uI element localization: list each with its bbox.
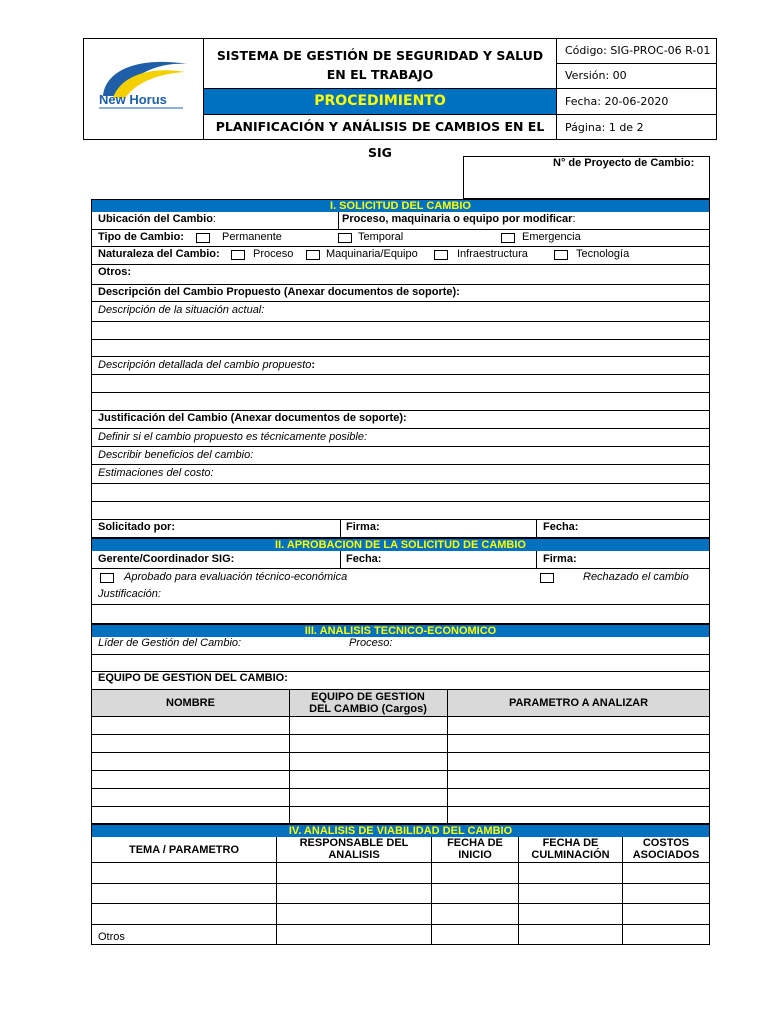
col-responsable: RESPONSABLE DEL ANALISIS [299, 837, 409, 861]
fecha-label: Fecha: [543, 521, 579, 533]
option-temporal: Temporal [358, 231, 404, 243]
descripcion-header: Descripción del Cambio Propuesto (Anexar documentos de soporte): [98, 286, 460, 298]
company-logo [95, 52, 195, 122]
col-nombre: NOMBRE [166, 697, 215, 709]
checkbox-temporal[interactable] [338, 233, 352, 243]
aprobacion-fecha-label: Fecha: [346, 553, 382, 565]
doc-date: Fecha: 20-06-2020 [565, 94, 669, 108]
checkbox-infraestructura[interactable] [434, 250, 448, 260]
option-proceso: Proceso [253, 248, 294, 260]
col-tema: TEMA / PARAMETRO [129, 844, 239, 856]
proceso-maquinaria-label: Proceso, maquinaria o equipo por modificar: [342, 213, 576, 225]
gerente-label: Gerente/Coordinador SIG: [98, 553, 235, 565]
checkbox-proceso[interactable] [231, 250, 245, 260]
doc-code: Código: SIG-PROC-06 R-01 [565, 44, 711, 57]
option-tecnologia: Tecnología [576, 248, 630, 260]
proceso-label: Proceso: [349, 637, 393, 649]
solicitado-label: Solicitado por: [98, 521, 175, 533]
section-1-title: I. SOLICITUD DEL CAMBIO [92, 200, 709, 212]
section-3-title: III. ANALISIS TECNICO-ECONOMICO [92, 625, 709, 637]
checkbox-emergencia[interactable] [501, 233, 515, 243]
col-equipo-gestion: EQUIPO DE GESTION DEL CAMBIO (Cargos) [309, 691, 427, 715]
col-fecha-inicio: FECHA DE INICIO [447, 837, 503, 861]
doc-version: Versión: 00 [565, 69, 627, 82]
section-2-title: II. APROBACION DE LA SOLICITUD DE CAMBIO [92, 539, 709, 551]
doc-type: PROCEDIMIENTO [314, 93, 446, 109]
desc-detallada-label: Descripción detallada del cambio propuesto: [98, 359, 316, 371]
option-emergencia: Emergencia [522, 231, 581, 243]
just-line-1: Definir si el cambio propuesto es técnicamente posible: [98, 431, 368, 443]
rechazado-label: Rechazado el cambio [583, 571, 689, 583]
aprobacion-justificacion-label: Justificación: [98, 588, 161, 600]
logo-text: New Horus [99, 92, 167, 107]
checkbox-maquinaria[interactable] [306, 250, 320, 260]
justificacion-header: Justificación del Cambio (Anexar documentos de soporte): [98, 412, 407, 424]
desc-situacion-label: Descripción de la situación actual: [98, 304, 265, 316]
doc-page: Página: 1 de 2 [565, 120, 644, 134]
just-line-2: Describir beneficios del cambio: [98, 449, 254, 461]
col-parametro: PARAMETRO A ANALIZAR [508, 697, 649, 709]
checkbox-permanente[interactable] [196, 233, 210, 243]
option-maquinaria: Maquinaria/Equipo [326, 248, 418, 260]
checkbox-aprobado[interactable] [100, 573, 114, 583]
firma-label: Firma: [346, 521, 380, 533]
aprobado-label: Aprobado para evaluación técnico-económica [124, 571, 348, 583]
option-permanente: Permanente [222, 231, 282, 243]
doc-title: PLANIFICACIÓN Y ANÁLISIS DE CAMBIOS EN EL SIG [215, 119, 545, 160]
otros-label: Otros: [98, 266, 131, 278]
col-fecha-culminacion: FECHA DE CULMINACIÓN [531, 837, 610, 861]
just-line-3: Estimaciones del costo: [98, 467, 214, 479]
checkbox-tecnologia[interactable] [554, 250, 568, 260]
system-title: SISTEMA DE GESTIÓN DE SEGURIDAD Y SALUD EN EL TRABAJO [216, 48, 544, 82]
naturaleza-label: Naturaleza del Cambio: [98, 248, 220, 260]
checkbox-rechazado[interactable] [540, 573, 554, 583]
section-4-title: IV. ANALISIS DE VIABILIDAD DEL CAMBIO [92, 825, 709, 837]
project-number-label: N° de Proyecto de Cambio: [553, 157, 695, 169]
col-costos: COSTOS ASOCIADOS [632, 837, 700, 861]
tipo-cambio-label: Tipo de Cambio: [98, 231, 184, 243]
equipo-label: EQUIPO DE GESTION DEL CAMBIO: [98, 672, 288, 684]
ubicacion-label: Ubicación del Cambio: [98, 213, 216, 225]
viabilidad-otros: Otros [98, 931, 125, 943]
option-infraestructura: Infraestructura [457, 248, 528, 260]
aprobacion-firma-label: Firma: [543, 553, 577, 565]
lider-label: Líder de Gestión del Cambio: [98, 637, 242, 649]
